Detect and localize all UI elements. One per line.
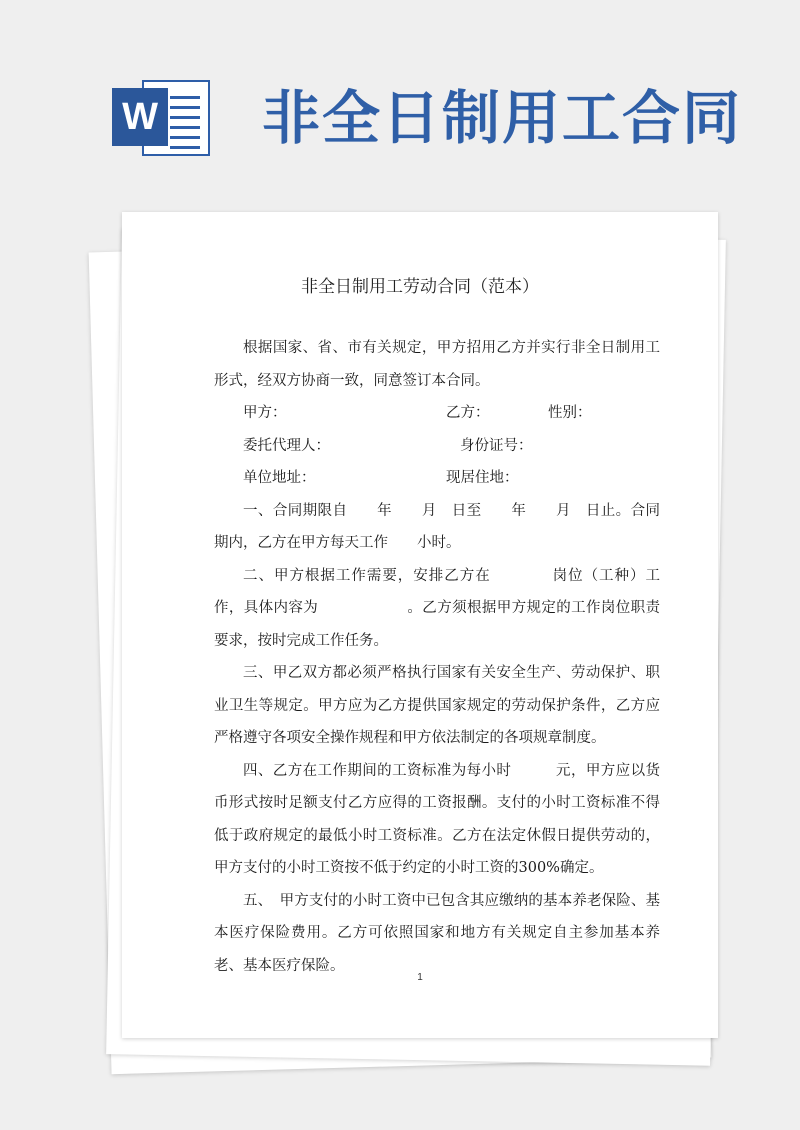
clause-paragraph: 二、甲方根据工作需要，安排乙方在 岗位（工种）工作，具体内容为 。乙方须根据甲方规定的工作岗位职责要求，按时完成工作任务。 bbox=[214, 567, 660, 649]
clause-paragraph: 一、合同期限自 年 月 日至 年 月 日止。合同期内，乙方在甲方每天工作 小时。 bbox=[214, 502, 660, 551]
party-b-label: 乙方： bbox=[446, 405, 490, 421]
document-page bbox=[122, 212, 718, 1038]
party-row bbox=[214, 397, 660, 430]
intro-paragraph: 根据国家、省、市有关规定，甲方招用乙方并实行非全日制用工形式，经双方协商一致，同意签订本合同。 bbox=[214, 340, 660, 389]
document-body bbox=[214, 332, 660, 982]
banner bbox=[0, 0, 800, 200]
agent-row bbox=[214, 430, 660, 463]
word-logo-badge: W bbox=[112, 88, 168, 146]
id-number-label: 身份证号： bbox=[460, 437, 533, 454]
gender-label: 性别： bbox=[548, 405, 592, 421]
clause-paragraph: 三、甲乙双方都必须严格执行国家有关安全生产、劳动保护、职业卫生等规定。甲方应为乙方提供国家规定的劳动保护条件，乙方应严格遵守各项安全操作规程和甲方依法制定的各项规章制度。 bbox=[214, 665, 660, 746]
word-document-icon bbox=[112, 76, 212, 160]
document-title: 非全日制用工劳动合同（范本） bbox=[301, 277, 539, 297]
clause-paragraph: 四、乙方在工作期间的工资标准为每小时 元，甲方应以货币形式按时足额支付乙方应得的工资报酬。支付的小时工资标准不得低于政府规定的最低小时工资标准。乙方在法定休假日提供劳动的，甲方支付的小时工资按不低于约定的小时工资的300%确定。 bbox=[214, 762, 660, 876]
agent-label: 委托代理人： bbox=[243, 437, 330, 454]
party-a-label: 甲方： bbox=[243, 405, 287, 421]
address-row bbox=[214, 462, 660, 495]
address-label: 单位地址： bbox=[243, 470, 316, 486]
banner-title: 非全日制用工合同 bbox=[262, 84, 743, 152]
residence-label: 现居住地： bbox=[446, 470, 519, 486]
page-number: 1 bbox=[417, 972, 423, 983]
clause-paragraph: 五、 甲方支付的小时工资中已包含其应缴纳的基本养老保险、基本医疗保险费用。乙方可依照国家和地方有关规定自主参加基本养老、基本医疗保险。 bbox=[214, 892, 660, 974]
